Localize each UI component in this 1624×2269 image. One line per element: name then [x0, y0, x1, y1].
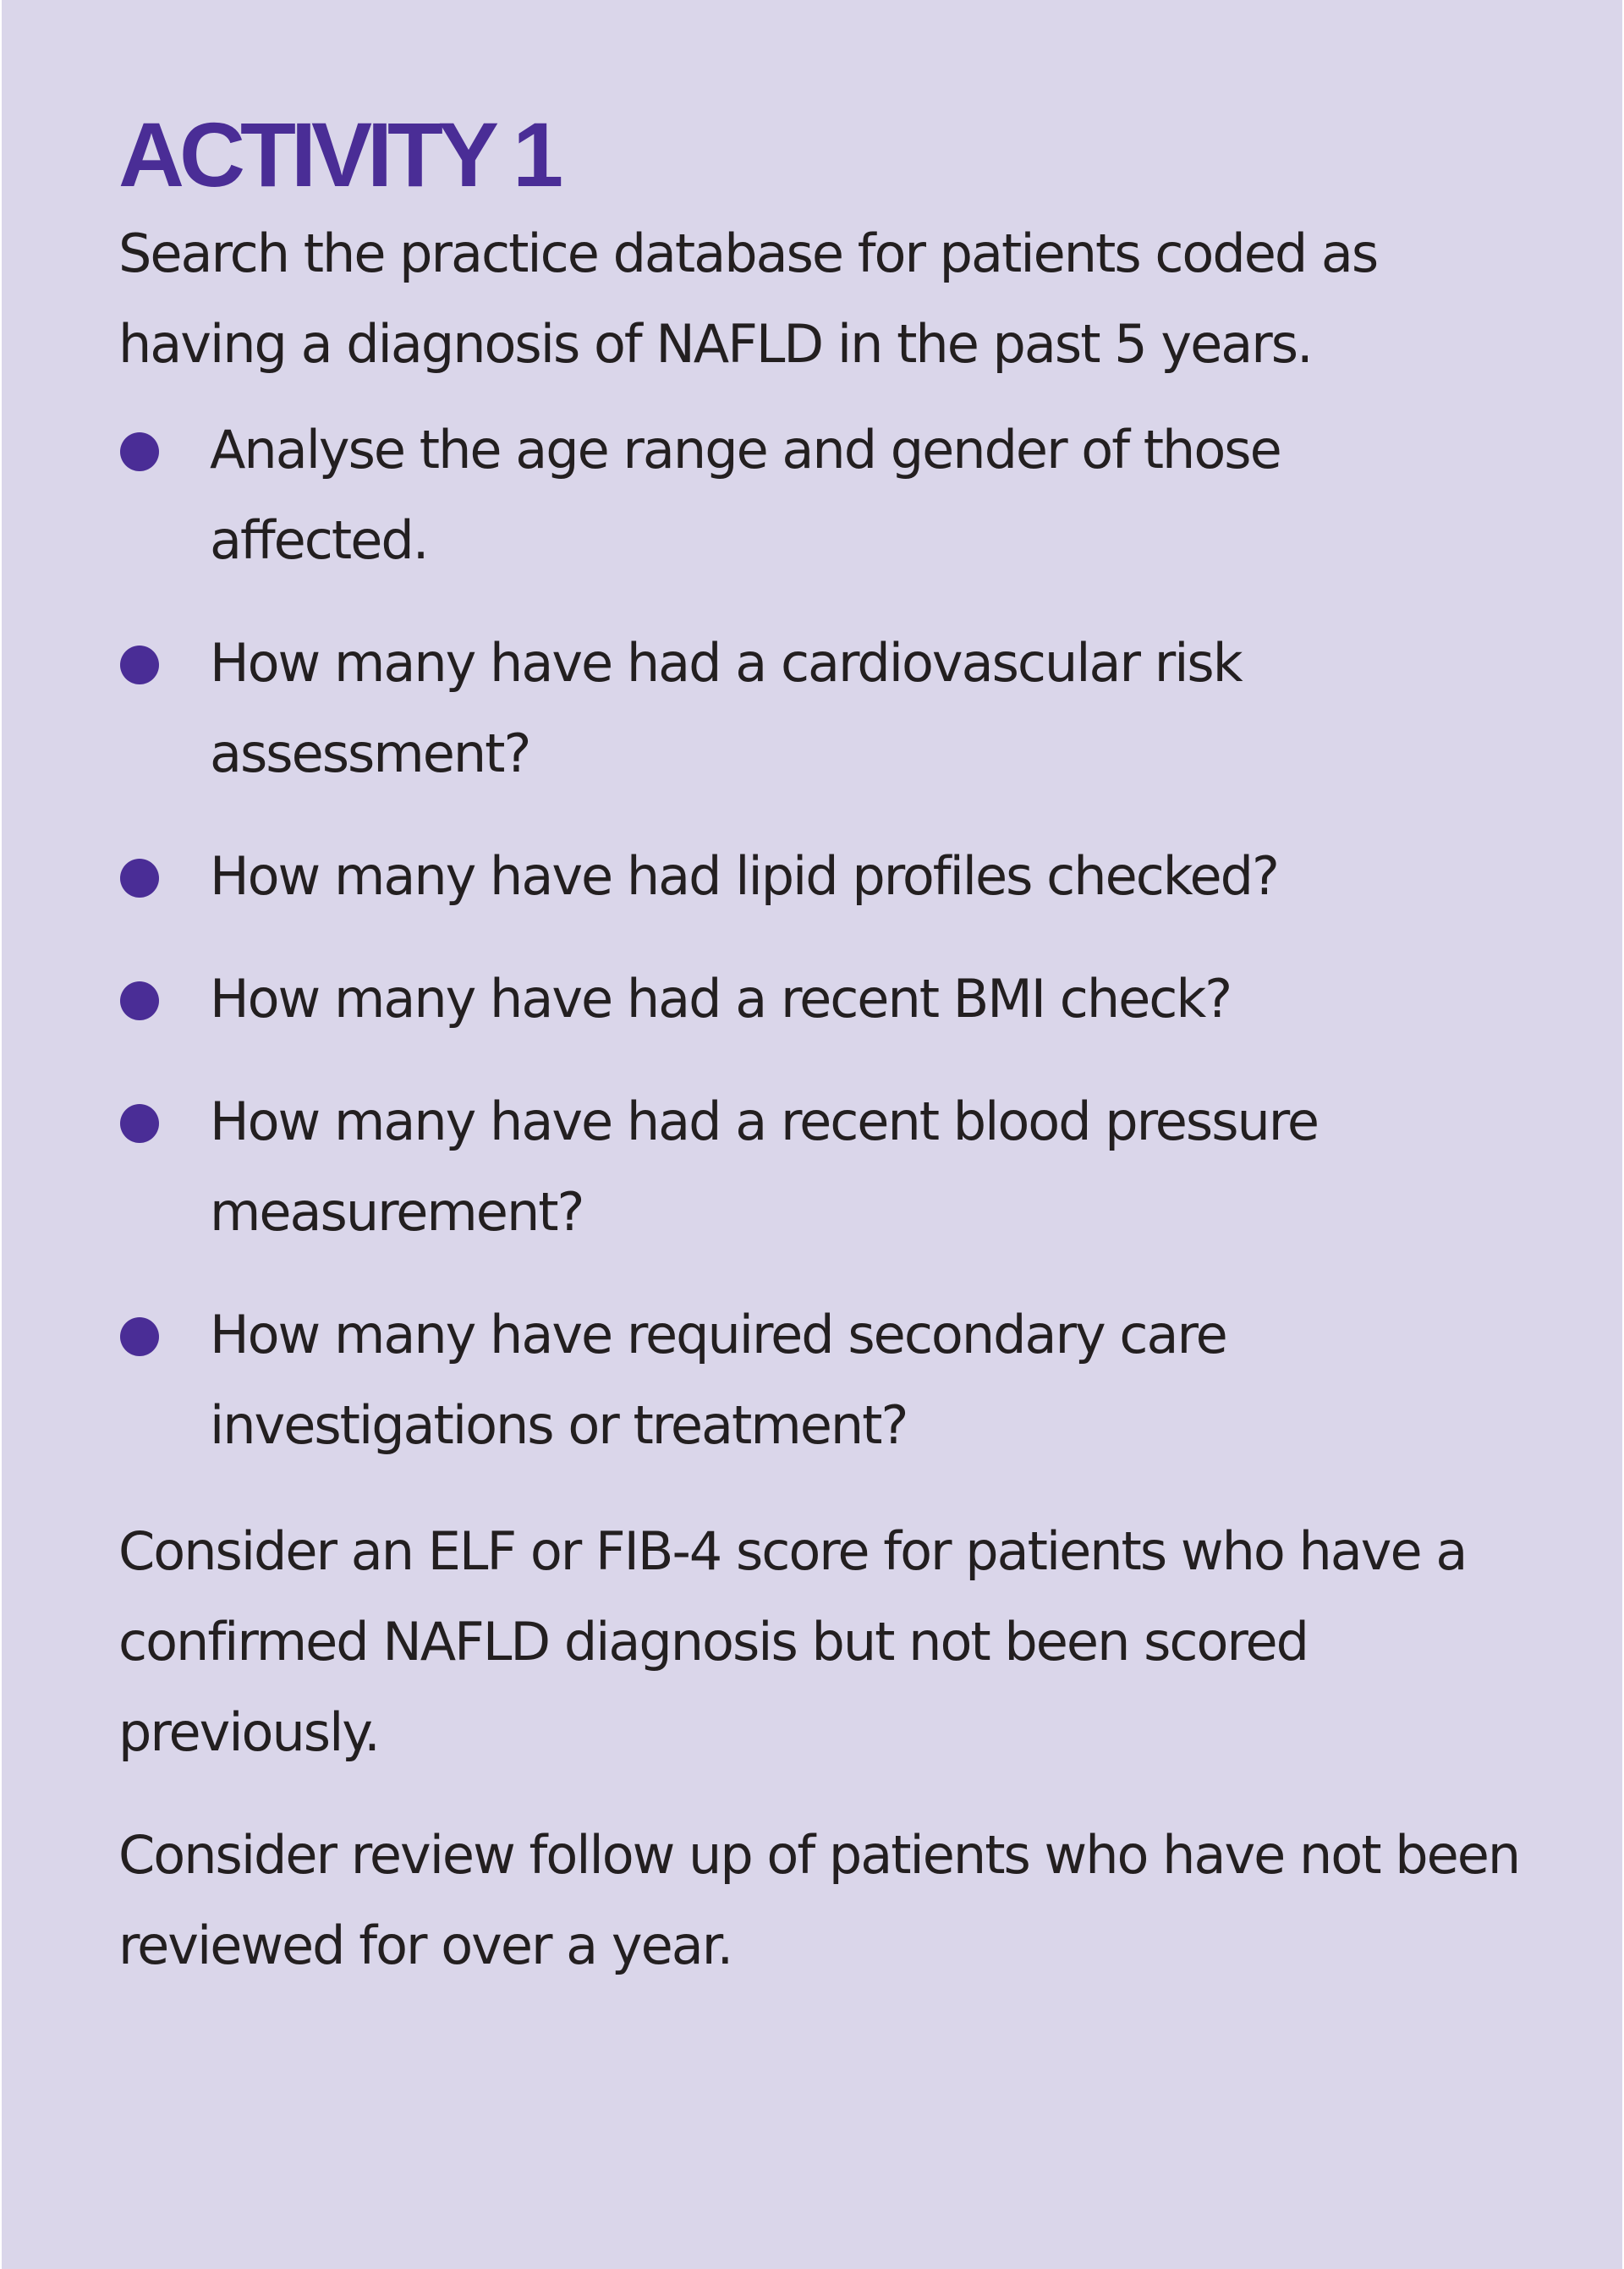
bullet-dot-icon: [120, 646, 159, 684]
bullet-item: [118, 618, 1512, 799]
bullet-text: How many have required secondary care investigations or treatment?: [210, 1304, 1226, 1456]
activity-intro: Search the practice database for patients coded as having a diagnosis of NAFLD in the past 5 years.: [118, 223, 1378, 375]
bullet-dot-icon: [120, 1104, 159, 1143]
bullet-text: How many have had lipid profiles checked?: [210, 845, 1278, 907]
activity-bullet-list: [118, 404, 1556, 1470]
closing-paragraph-review: Consider review follow up of patients who have not been reviewed for over a year.: [118, 1824, 1520, 1976]
bullet-item: [118, 404, 1512, 585]
activity-title: ACTIVITY 1: [118, 103, 559, 206]
closing-paragraph-scores: Consider an ELF or FIB-4 score for patients who have a confirmed NAFLD diagnosis but not been scored previously.: [118, 1520, 1467, 1763]
bullet-text: How many have had a recent blood pressure measurement?: [210, 1091, 1319, 1243]
bullet-text: How many have had a recent BMI check?: [210, 968, 1232, 1030]
bullet-text: Analyse the age range and gender of those affected.: [210, 419, 1281, 571]
bullet-dot-icon: [120, 432, 159, 471]
bullet-text: How many have had a cardiovascular risk assessment?: [210, 632, 1242, 784]
bullet-dot-icon: [120, 981, 159, 1020]
bullet-item: [118, 1076, 1512, 1257]
bullet-dot-icon: [120, 859, 159, 898]
activity-content: [118, 103, 1556, 1991]
bullet-item: [118, 1289, 1512, 1470]
bullet-item: [118, 953, 1512, 1044]
bullet-dot-icon: [120, 1317, 159, 1356]
bullet-item: [118, 831, 1512, 921]
